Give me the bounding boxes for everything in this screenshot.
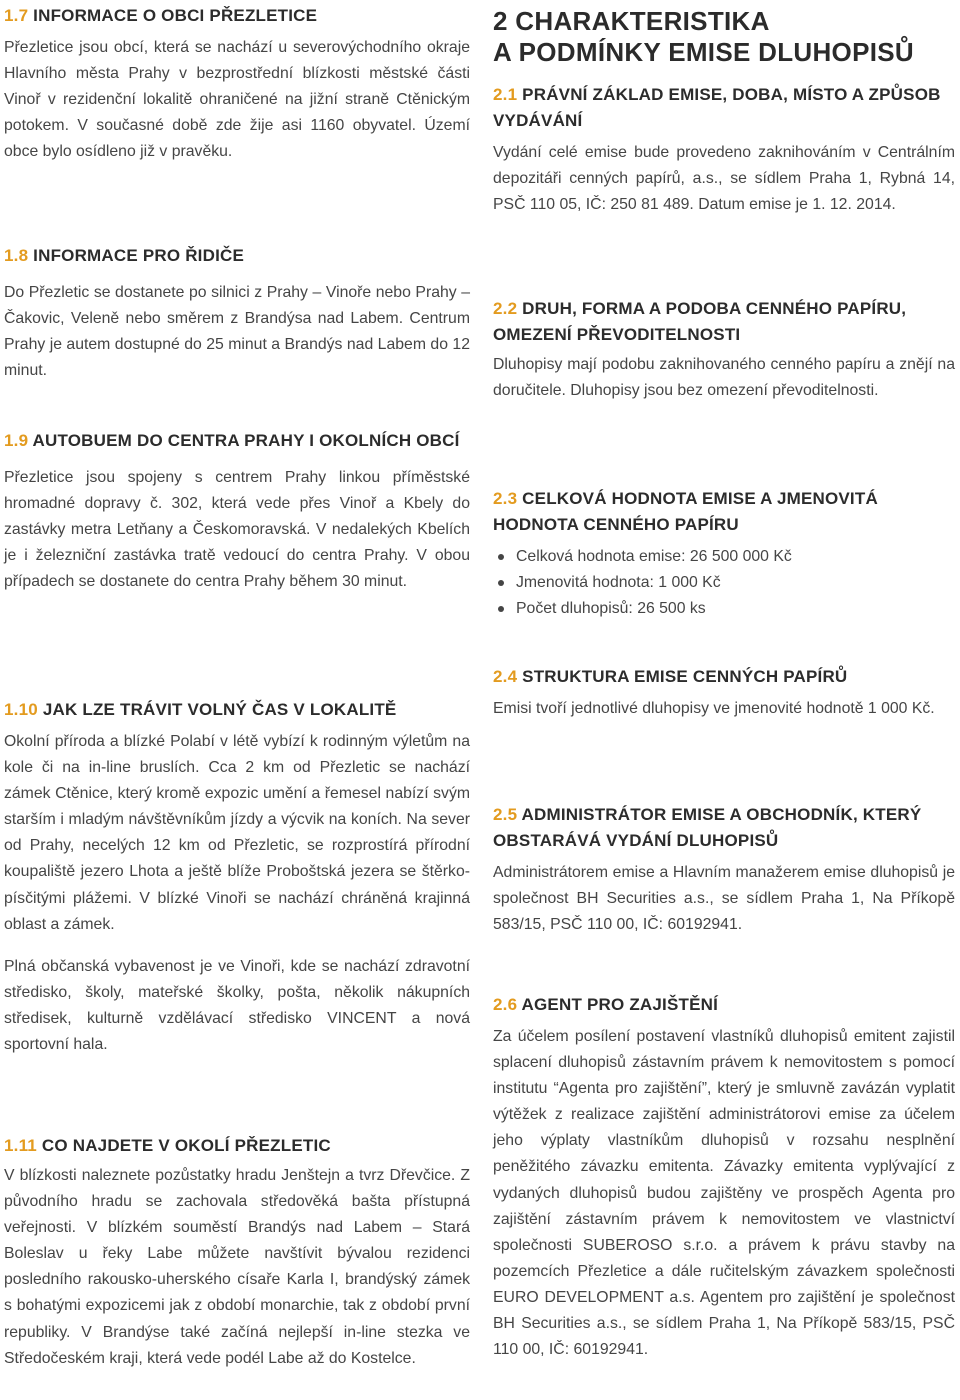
section-body: Za účelem posílení postavení vlastníků dluhopisů emitent zajistil splacení dluhopisů zástavním právem k nemovitostem s pomocí institutu “Agenta pro zajištění”, který je smluvně zavázán vyplatit výtěžek z realizace zajištění administrátorovi emise za účelem jeho výplaty vlastníkům dluhopisů v rozsahu nesplnění peněžitého závazku emitenta. Závazky emitenta vyplývající z vydaných dluhopisů budou zajištěny ve prospěch Agenta pro zajištění zástavním právem k nemovitostem ve vlastnictví společnosti SUBEROSO s.r.o. a právem k právu stavby na pozemcích Přezletice a dále ručitelským závazkem společnosti EURO DEVELOPMENT a.s. Agentem pro zajištění je společnost BH Securities a.s., se sídlem Praha 1, Na Příkopě 583/15, PSČ 110 00, IČ: 60192941.: [493, 1028, 955, 1359]
section-number: 2.6: [493, 995, 518, 1014]
section-1-9: [4, 428, 470, 595]
section-body: Emisi tvoří jednotlivé dluhopisy ve jmenovité hodnotě 1 000 Kč.: [493, 700, 935, 717]
section-body: Okolní příroda a blízké Polabí v létě vybízí k rodinným výletům na kole či na in-line bruslích. Cca 2 km od Přezletic se nachází zámek Ctěnice, který kromě expozic umění a řemesel nabízí svým starším i mladým návštěvníkům jízdy a výcvik na koních. Na sever od Prahy, necelých 12 km od Přezletic, se rozprostírá přírodní koupaliště jezero Lhota a ještě blíže Proboštská jezera se štěrko-písčitými plážemi. V blízké Vinoři se nachází chráněná krajinná oblast a zámek.: [4, 733, 470, 933]
section-heading: [493, 296, 955, 348]
section-number: 2.3: [493, 489, 518, 508]
chapter-number: 2: [493, 6, 508, 36]
section-title: ADMINISTRÁTOR EMISE A OBCHODNÍK, KTERÝ OBSTARÁVÁ VYDÁNÍ DLUHOPISŮ: [493, 805, 922, 850]
list-item-text: Jmenovitá hodnota: 1 000 Kč: [516, 574, 721, 591]
section-1-7: [4, 3, 470, 165]
section-2-4: [493, 664, 955, 722]
section-heading: [4, 1133, 470, 1159]
section-title: STRUKTURA EMISE CENNÝCH PAPÍRŮ: [522, 667, 848, 686]
section-number: 2.1: [493, 85, 518, 104]
section-number: 1.7: [4, 6, 29, 25]
section-heading: [493, 486, 955, 538]
section-body: Dluhopisy mají podobu zaknihovaného cenného papíru a znějí na doručitele. Dluhopisy jsou bez omezení převoditelnosti.: [493, 356, 955, 400]
section-title: JAK LZE TRÁVIT VOLNÝ ČAS V LOKALITĚ: [42, 700, 397, 719]
section-title: CELKOVÁ HODNOTA EMISE A JMENOVITÁ HODNOTA CENNÉHO PAPÍRU: [493, 489, 878, 534]
section-body: Přezletice jsou spojeny s centrem Prahy linkou příměstské hromadné dopravy č. 302, která vede přes Vinoř a Kbely do zastávky metra Letňany a Českomoravská. V nedalekých Kbelích je i železniční zastávka tratě vedoucí do centra Prahy. V obou případech se dostanete do centra Prahy během 30 minut.: [4, 469, 470, 591]
section-2-6: [493, 992, 955, 1363]
list-item-text: Počet dluhopisů: 26 500 ks: [516, 600, 706, 617]
section-heading: [493, 664, 955, 690]
section-number: 1.8: [4, 246, 29, 265]
section-body: Vydání celé emise bude provedeno zaknihováním v Centrálním depozitáři cenných papírů, a.s., se sídlem Praha 1, Rybná 14, PSČ 110 05, IČ: 250 81 489. Datum emise je 1. 12. 2014.: [493, 144, 955, 214]
section-1-11: [4, 1133, 470, 1372]
value-list: [493, 544, 955, 622]
list-item: [493, 544, 955, 570]
section-heading: [493, 992, 955, 1018]
section-heading: [493, 802, 955, 854]
section-title: CO NAJDETE V OKOLÍ PŘEZLETIC: [41, 1136, 331, 1155]
section-number: 1.9: [4, 431, 29, 450]
section-number: 2.4: [493, 667, 518, 686]
list-item: [493, 596, 955, 622]
bullet-icon: [498, 580, 504, 586]
section-heading: [4, 697, 470, 723]
chapter-heading: [493, 6, 955, 68]
section-2-3: [493, 486, 955, 622]
section-title: AUTOBUEM DO CENTRA PRAHY I OKOLNÍCH OBCÍ: [32, 431, 460, 450]
chapter-title-line2: A PODMÍNKY EMISE DLUHOPISŮ: [493, 37, 914, 67]
section-number: 2.2: [493, 299, 518, 318]
section-number: 1.10: [4, 700, 38, 719]
bullet-icon: [498, 554, 504, 560]
section-title: AGENT PRO ZAJIŠTĚNÍ: [521, 995, 719, 1014]
section-2-5: [493, 802, 955, 938]
section-body: Přezletice jsou obcí, která se nachází u severovýchodního okraje Hlavního města Prahy v bezprostřední blízkosti městské části Vinoř v rezidenční lokalitě ohraničené na jižní straně Ctěnickým potokem. V současné době zde žije asi 1160 obyvatel. Území obce bylo osídleno již v pravěku.: [4, 39, 470, 161]
section-heading: [4, 243, 470, 269]
chapter-title: [493, 6, 955, 68]
bullet-icon: [498, 606, 504, 612]
section-number: 2.5: [493, 805, 518, 824]
section-1-10: [4, 697, 470, 1058]
section-title: INFORMACE PRO ŘIDIČE: [33, 246, 245, 265]
section-body: Administrátorem emise a Hlavním manažerem emise dluhopisů je společnost BH Securities a.s., se sídlem Praha 1, Na Příkopě 583/15, PSČ 110 00, IČ: 60192941.: [493, 864, 955, 934]
section-heading: [4, 428, 470, 454]
list-item-text: Celková hodnota emise: 26 500 000 Kč: [516, 548, 792, 565]
section-title: PRÁVNÍ ZÁKLAD EMISE, DOBA, MÍSTO A ZPŮSOB VYDÁVÁNÍ: [493, 85, 941, 130]
section-heading: [493, 82, 955, 134]
section-body-2: Plná občanská vybavenost je ve Vinoři, kde se nachází zdravotní středisko, školy, mateřské školky, pošta, několik nákupních středisek, kulturně vzdělávací středisko VINCENT a nová sportovní hala.: [4, 957, 470, 1054]
section-body: V blízkosti naleznete pozůstatky hradu Jenštejn a tvrz Dřevčice. Z původního hradu se zachovala středověká bašta přístupná veřejnosti. V blízkém souměstí Brandýs nad Labem – Stará Boleslav u řeky Labe můžete navštívit bývalou rezidenci posledního rakousko-uherského císaře Karla I, brandýský zámek s bohatými expozicemi jak z období monarchie, tak z období první republiky. V Brandýse také začíná nejlepší in-line stezka ve Středočeském kraji, která vede podél Labe až do Kostelce.: [4, 1167, 470, 1367]
section-number: 1.11: [4, 1136, 37, 1155]
section-2-2: [493, 296, 955, 404]
chapter-title-line1: CHARAKTERISTIKA: [515, 6, 770, 36]
section-body: Do Přezletic se dostanete po silnici z Prahy – Vinoře nebo Prahy – Čakovic, Veleně nebo směrem z Brandýsa nad Labem. Centrum Prahy je autem dostupné do 25 minut a Brandýs nad Labem do 12 minut.: [4, 284, 470, 380]
section-1-8: [4, 243, 470, 384]
section-title: DRUH, FORMA A PODOBA CENNÉHO PAPÍRU, OMEZENÍ PŘEVODITELNOSTI: [493, 299, 907, 344]
section-title: INFORMACE O OBCI PŘEZLETICE: [33, 6, 318, 25]
section-heading: [4, 3, 470, 29]
list-item: [493, 570, 955, 596]
section-2-1: [493, 82, 955, 218]
